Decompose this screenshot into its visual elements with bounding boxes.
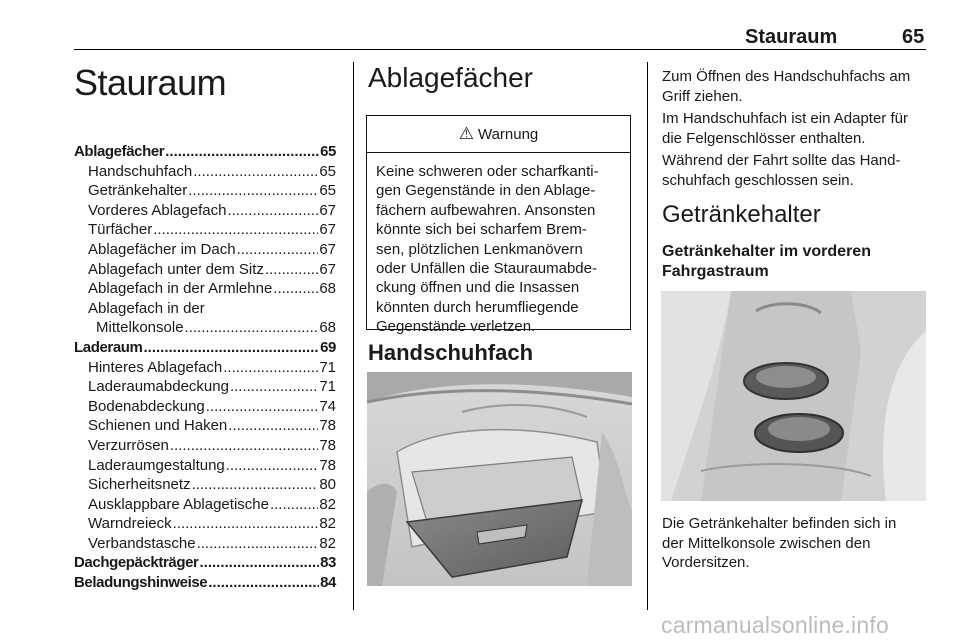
- toc-entry-page: 69: [320, 338, 336, 356]
- toc-entry-page: 82: [319, 515, 336, 533]
- warning-line: fächern aufbewahren. Ansonsten: [376, 201, 596, 219]
- toc-entry-label: Getränkehalter: [88, 182, 188, 200]
- toc-entry[interactable]: [74, 416, 336, 436]
- toc-entry[interactable]: [74, 338, 336, 358]
- toc-entry[interactable]: [74, 475, 336, 495]
- subheading-line: Fahrgastraum: [662, 263, 769, 280]
- toc-leader-dots: [237, 240, 319, 260]
- toc-entry[interactable]: [74, 279, 336, 299]
- toc-entry-label: Ablagefach unter dem Sitz: [88, 260, 264, 278]
- warning-line: oder Unfällen die Stauraumabde-: [376, 260, 597, 278]
- section-heading-handschuhfach: Handschuhfach: [368, 340, 534, 365]
- glovebox-illustration: [367, 372, 632, 586]
- section-heading-getraenkehalter: Getränkehalter: [662, 201, 821, 228]
- warning-header: [367, 116, 630, 153]
- toc-leader-dots: [227, 201, 318, 221]
- warning-line: gen Gegenstände in den Ablage-: [376, 182, 596, 200]
- paragraph-line: der Mittelkonsole zwischen den: [662, 534, 871, 552]
- warning-triangle-icon: ⚠: [458, 124, 474, 143]
- paragraph-line: Die Getränkehalter befinden sich in: [662, 515, 897, 532]
- warning-line: ckung öffnen und die Insassen: [376, 279, 580, 297]
- toc-entry[interactable]: [74, 260, 336, 280]
- toc-entry-page: 74: [319, 397, 336, 415]
- warning-line: sen, plötzlichen Lenkmanövern: [376, 240, 583, 258]
- toc-entry-label: Ablagefach in der Armlehne: [88, 280, 273, 298]
- toc-leader-dots: [165, 142, 319, 162]
- toc-leader-dots: [223, 358, 318, 378]
- toc-leader-dots: [192, 475, 319, 495]
- toc-entry-page: 84: [320, 574, 336, 592]
- toc-entry-page: 80: [319, 476, 336, 494]
- toc-entry[interactable]: [74, 553, 336, 573]
- paragraph-line: schuhfach geschlossen sein.: [662, 171, 854, 189]
- warning-title: Warnung: [477, 125, 539, 143]
- toc-entry[interactable]: [74, 495, 336, 515]
- toc-entry[interactable]: [74, 162, 336, 182]
- toc-entry-label: Ablagefach in der: [88, 299, 205, 317]
- cupholder-drawing: [661, 291, 926, 501]
- toc-leader-dots: [230, 377, 318, 397]
- toc-leader-dots: [208, 573, 319, 593]
- toc-entry[interactable]: [74, 514, 336, 534]
- toc-entry-page: 68: [319, 280, 336, 298]
- toc-entry-page: 67: [319, 240, 336, 258]
- toc-entry-label: Ausklappbare Ablagetische: [88, 495, 269, 513]
- toc-entry[interactable]: [74, 181, 336, 201]
- toc-entry-page: 71: [319, 378, 336, 396]
- toc-entry-label: Verzurrösen: [88, 436, 169, 454]
- toc-entry-page: 78: [319, 436, 336, 454]
- toc-leader-dots: [170, 436, 318, 456]
- toc-entry[interactable]: [74, 377, 336, 397]
- warning-line: Keine schweren oder scharfkanti-: [376, 163, 599, 180]
- toc-entry-label: Beladungshinweise: [74, 574, 208, 592]
- toc-entry[interactable]: [74, 299, 336, 319]
- toc-leader-dots: [185, 318, 319, 338]
- toc-entry-page: 67: [319, 201, 336, 219]
- toc-leader-dots: [188, 181, 318, 201]
- toc-leader-dots: [193, 162, 318, 182]
- toc-entry-page: 65: [320, 143, 336, 160]
- toc-leader-dots: [206, 397, 319, 417]
- paragraph-line: die Felgenschlösser enthalten.: [662, 129, 866, 147]
- toc-entry-label: Türfächer: [88, 221, 153, 239]
- header-rule: [74, 49, 926, 50]
- table-of-contents: [74, 142, 336, 593]
- toc-leader-dots: [270, 495, 318, 515]
- watermark: carmanualsonline.info: [661, 612, 889, 638]
- toc-entry-label: Handschuhfach: [88, 162, 193, 180]
- paragraph-line: Griff ziehen.: [662, 87, 743, 105]
- toc-entry-label: Schienen und Haken: [88, 417, 228, 435]
- toc-entry[interactable]: [74, 220, 336, 240]
- toc-entry-label: Laderaumabdeckung: [88, 378, 229, 396]
- toc-entry-label: Bodenabdeckung: [88, 397, 205, 415]
- cupholder-illustration: [661, 291, 926, 501]
- toc-entry-label: Laderaum: [74, 338, 143, 356]
- toc-entry-label: Hinteres Ablagefach: [88, 358, 223, 376]
- toc-leader-dots: [144, 338, 320, 358]
- toc-leader-dots: [153, 220, 318, 240]
- toc-entry-page: 67: [319, 260, 336, 278]
- toc-entry-label: Ablagefächer im Dach: [88, 240, 236, 258]
- warning-line: Gegenstände verletzen.: [376, 318, 536, 336]
- toc-entry[interactable]: [74, 358, 336, 378]
- section-heading-ablagefaecher: Ablagefächer: [368, 62, 534, 93]
- warning-line: könnte sich bei scharfem Brem-: [376, 221, 587, 239]
- toc-leader-dots: [197, 534, 319, 554]
- toc-entry-label: Vorderes Ablagefach: [88, 201, 227, 219]
- subheading-front-cupholder: [662, 242, 871, 282]
- column-divider-left: [353, 62, 354, 610]
- warning-text: [367, 153, 630, 337]
- toc-entry-label: Ablagefächer: [74, 143, 165, 160]
- toc-entry-page: 78: [319, 417, 336, 435]
- chapter-title: Stauraum: [74, 62, 227, 103]
- toc-entry-page: 83: [320, 554, 336, 572]
- toc-entry[interactable]: [74, 534, 336, 554]
- toc-entry[interactable]: [74, 201, 336, 221]
- paragraph-line: Im Handschuhfach ist ein Adapter für: [662, 110, 908, 127]
- toc-leader-dots: [265, 260, 318, 280]
- toc-entry[interactable]: [74, 573, 336, 593]
- warning-box: [366, 115, 631, 336]
- toc-entry-page: 78: [319, 456, 336, 474]
- toc-entry-page: 71: [319, 358, 336, 376]
- paragraph-line: Während der Fahrt sollte das Hand-: [662, 152, 901, 169]
- toc-leader-dots: [200, 553, 320, 573]
- toc-leader-dots: [273, 279, 318, 299]
- toc-entry[interactable]: [74, 318, 336, 338]
- toc-entry[interactable]: [74, 142, 336, 162]
- toc-leader-dots: [226, 456, 319, 476]
- paragraph: [662, 514, 896, 573]
- toc-entry-page: 67: [319, 221, 336, 239]
- warning-line: könnten durch herumfliegende: [376, 298, 579, 316]
- toc-entry-page: 65: [319, 162, 336, 180]
- paragraph-line: Vordersitzen.: [662, 554, 750, 571]
- toc-entry-page: 68: [319, 319, 336, 337]
- toc-entry-label: Verbandstasche: [88, 534, 196, 552]
- toc-entry[interactable]: [74, 436, 336, 456]
- toc-entry[interactable]: [74, 456, 336, 476]
- toc-entry-label: Sicherheitsnetz: [88, 476, 191, 494]
- paragraph-line: Zum Öffnen des Handschuhfachs am: [662, 68, 911, 85]
- subheading-line: Getränkehalter im vorderen: [662, 243, 871, 260]
- toc-leader-dots: [173, 514, 319, 534]
- toc-entry-page: 82: [319, 495, 336, 513]
- toc-entry-page: 65: [319, 182, 336, 200]
- toc-entry[interactable]: [74, 397, 336, 417]
- column-divider-right: [647, 62, 648, 610]
- paragraph: [662, 109, 908, 148]
- toc-leader-dots: [228, 416, 318, 436]
- toc-entry-page: 82: [319, 534, 336, 552]
- toc-entry[interactable]: [74, 240, 336, 260]
- page-number: 65: [902, 26, 925, 48]
- toc-entry-label: Dachgepäckträger: [74, 554, 199, 572]
- toc-entry-label: Mittelkonsole: [96, 319, 184, 337]
- glovebox-drawing: [367, 372, 632, 586]
- toc-entry-label: Warndreieck: [88, 515, 172, 533]
- paragraph: [662, 151, 900, 190]
- running-header-title: Stauraum: [745, 26, 838, 48]
- paragraph: [662, 67, 910, 106]
- toc-entry-label: Laderaumgestaltung: [88, 456, 225, 474]
